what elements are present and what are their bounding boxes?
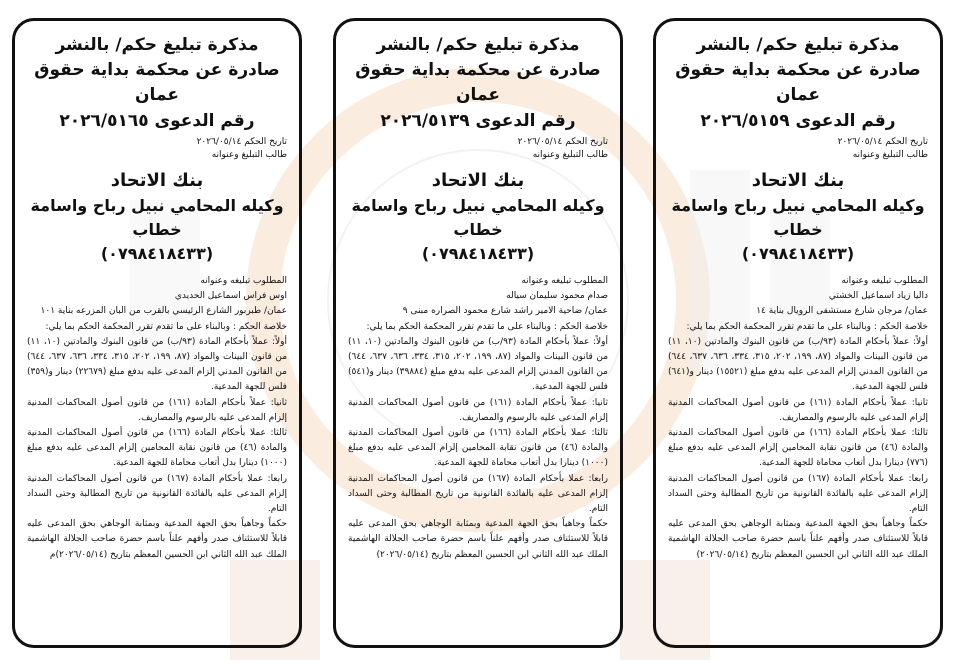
- judgment-closing: حكماً وجاهياً بحق الجهة المدعية وبمثابة الوجاهي بحق المدعى عليه قابلاً للاستئناف صدر وأفهم علناً باسم حضرة صاحب الجلالة الهاشمية الملك عبد الله الثاني ابن الحسين المعظم بتاريخ (٢٠٢٦/٠٥/١٤): [668, 519, 928, 560]
- judgment-item-1: أولاً: عملاً بأحكام المادة (٩٣/ب) من قانون البنوك والمادتين (١٠، ١١) من قانون البينات والمواد (٨٧، ١٩٩، ٢٠٢، ٣١٥، ٣٣٤، ٦٣٦، ٦٣٧، ٦٤٤) من القانون المدني إلزام المدعى عليه بدفع مبلغ (٣٩٨٨٤) دينار و(٥٤١) فلس للجهة المدعية.: [348, 336, 609, 393]
- judgment-closing: حكماً وجاهياً بحق الجهة المدعية وبمثابة الوجاهي بحق المدعى عليه قابلاً للاستئناف صدر وأفهم علناً باسم حضرة صاحب الجلالة الهاشمية الملك عبد الله الثاني ابن الحسين المعظم بتاريخ (٢٠٢٦/٠٥/١٤)م: [27, 519, 287, 560]
- notice-body: [348, 274, 608, 563]
- respondent-name: صدام محمود سليمان سياله: [506, 291, 608, 302]
- judgment-date: تاريخ الحكم ٢٠٢٦/٠٥/١٤: [196, 137, 287, 147]
- phone-number: (٠٧٩٨٤١٨٤٣٣): [741, 244, 855, 263]
- requester-label: طالب التبليغ وعنوانه: [532, 150, 608, 160]
- lawyer-name: وكيله المحامي نبيل رباح واسامة خطاب: [671, 196, 925, 239]
- judgment-item-2: ثانيا: عملاً بأحكام المادة (١٦١) من قانون أصول المحاكمات المدنية إلزام المدعى عليه بالرسوم والمصاريف.: [27, 397, 287, 423]
- respondent-address: عمان/ ضاحية الامير راشد شارع محمود الصراره مبنى ٩: [402, 306, 608, 317]
- judgment-item-1: أولاً: عملاً بأحكام المادة (٩٣/ب) من قانون البنوك والمادتين (١٠، ١١) من قانون البينات والمواد (٨٧، ١٩٩، ٢٠٢، ٣١٥، ٣٣٤، ٦٣٦، ٦٣٧، ٦٤٤) من القانون المدني إلزام المدعى عليه بدفع مبلغ (١٥٥٢١) دينار و(٦٤١) فلس للجهة المدعية.: [668, 336, 929, 393]
- phone-number: (٠٧٩٨٤١٨٤٣٣): [421, 244, 535, 263]
- lawyer-name: وكيله المحامي نبيل رباح واسامة خطاب: [30, 196, 284, 239]
- notice-card-1: [12, 18, 302, 648]
- notice-heading: مذكرة تبليغ حكم/ بالنشر: [376, 35, 580, 55]
- notice-heading: مذكرة تبليغ حكم/ بالنشر: [696, 35, 900, 55]
- judgment-summary: خلاصة الحكم : وبالبناء على ما تقدم تقرر المحكمة الحكم بما يلي:: [366, 321, 608, 332]
- requester-name: بنك الاتحاد: [110, 170, 204, 191]
- respondent-address: عمان/ مرجان شارع مستشفى الرويال بناية ١٤: [756, 306, 928, 317]
- court-name: صادرة عن محكمة بداية حقوق عمان: [675, 60, 921, 105]
- notice-body: [668, 274, 928, 563]
- respondent-label: المطلوب تبليغه وعنوانه: [200, 276, 287, 286]
- respondent-name: اوس فراس اسماعيل الحديدي: [174, 291, 287, 302]
- lawyer-name: وكيله المحامي نبيل رباح واسامة خطاب: [351, 196, 605, 239]
- case-number: رقم الدعوى ٢٠٢٦/٥١٦٥: [59, 111, 255, 131]
- respondent-label: المطلوب تبليغه وعنوانه: [841, 276, 928, 286]
- requester-name: بنك الاتحاد: [751, 170, 845, 191]
- judgment-item-1: أولاً: عملاً بأحكام المادة (٩٣/ب) من قانون البنوك والمادتين (١٠، ١١) من قانون البينات والمواد (٨٧، ١٩٩، ٢٠٢، ٣١٥، ٣٣٤، ٦٣٦، ٦٣٧، ٦٤٤) من القانون المدني إلزام المدعى عليه بدفع مبلغ (٢٢٦٧٩) دينار و(٣٥٩) فلس للجهة المدعية.: [27, 336, 288, 393]
- judgment-summary: خلاصة الحكم : وبالبناء على ما تقدم تقرر المحكمة الحكم بما يلي:: [45, 321, 287, 332]
- judgment-item-3: ثالثا: عملا بأحكام المادة (١٦٦) من قانون أصول المحاكمات المدنية والمادة (٤٦) من قانون نقابة المحامين إلزام المدعى عليه بدفع مبلغ (٧٧٦) دينارا بدل أتعاب محاماة للجهة المدعية.: [668, 428, 928, 469]
- judgment-summary: خلاصة الحكم : وبالبناء على ما تقدم تقرر المحكمة الحكم بما يلي:: [686, 321, 928, 332]
- judgment-closing: حكماً وجاهياً بحق الجهة المدعية وبمثابة الوجاهي بحق المدعى عليه قابلاً للاستئناف صدر وأفهم علناً باسم حضرة صاحب الجلالة الهاشمية الملك عبد الله الثاني ابن الحسين المعظم بتاريخ (٢٠٢٦/٠٥/١٤): [348, 519, 608, 560]
- case-number: رقم الدعوى ٢٠٢٦/٥١٥٩: [700, 111, 896, 131]
- requester-label: طالب التبليغ وعنوانه: [211, 150, 287, 160]
- case-number: رقم الدعوى ٢٠٢٦/٥١٣٩: [380, 111, 576, 131]
- phone-number: (٠٧٩٨٤١٨٤٣٣): [100, 244, 214, 263]
- judgment-item-3: ثالثا: عملا بأحكام المادة (١٦٦) من قانون أصول المحاكمات المدنية والمادة (٤٦) من قانون نقابة المحامين إلزام المدعى عليه بدفع مبلغ (١٠٠٠) دينارا بدل أتعاب محاماة للجهة المدعية.: [27, 428, 287, 469]
- notice-heading: مذكرة تبليغ حكم/ بالنشر: [55, 35, 259, 55]
- judgment-date: تاريخ الحكم ٢٠٢٦/٠٥/١٤: [517, 137, 608, 147]
- respondent-label: المطلوب تبليغه وعنوانه: [521, 276, 608, 286]
- requester-name: بنك الاتحاد: [431, 170, 525, 191]
- judgment-item-4: رابعا: عملا بأحكام المادة (١٦٧) من قانون أصول المحاكمات المدنية إلزام المدعى عليه بالفائدة القانونية من تاريخ المطالبة وحتى السداد التام.: [668, 473, 929, 515]
- court-name: صادرة عن محكمة بداية حقوق عمان: [355, 60, 601, 105]
- respondent-name: داليا زياد اسماعيل الخشتي: [828, 291, 928, 302]
- judgment-item-2: ثانيا: عملاً بأحكام المادة (١٦١) من قانون أصول المحاكمات المدنية إلزام المدعى عليه بالرسوم والمصاريف.: [668, 397, 928, 423]
- judgment-item-4: رابعا: عملا بأحكام المادة (١٦٧) من قانون أصول المحاكمات المدنية إلزام المدعى عليه بالفائدة القانونية من تاريخ المطالبة وحتى السداد التام.: [27, 473, 288, 515]
- judgment-item-3: ثالثا: عملا بأحكام المادة (١٦٦) من قانون أصول المحاكمات المدنية والمادة (٤٦) من قانون نقابة المحامين إلزام المدعى عليه بدفع مبلغ (١٠٠٠) دينارا بدل أتعاب محاماة للجهة المدعية.: [348, 428, 608, 469]
- judgment-item-2: ثانيا: عملاً بأحكام المادة (١٦١) من قانون أصول المحاكمات المدنية إلزام المدعى عليه بالرسوم والمصاريف.: [348, 397, 608, 423]
- court-name: صادرة عن محكمة بداية حقوق عمان: [34, 60, 280, 105]
- requester-label: طالب التبليغ وعنوانه: [852, 150, 928, 160]
- judgment-date: تاريخ الحكم ٢٠٢٦/٠٥/١٤: [837, 137, 928, 147]
- notice-body: [27, 274, 287, 563]
- notice-card-2: [333, 18, 623, 648]
- notice-card-3: [653, 18, 943, 648]
- judgment-item-4: رابعا: عملا بأحكام المادة (١٦٧) من قانون أصول المحاكمات المدنية إلزام المدعى عليه بالفائدة القانونية من تاريخ المطالبة وحتى السداد التام.: [348, 473, 609, 515]
- respondent-address: عمان/ طبربور الشارع الرئيسي بالقرب من البان المزرعه بناية ١٠١: [40, 306, 287, 317]
